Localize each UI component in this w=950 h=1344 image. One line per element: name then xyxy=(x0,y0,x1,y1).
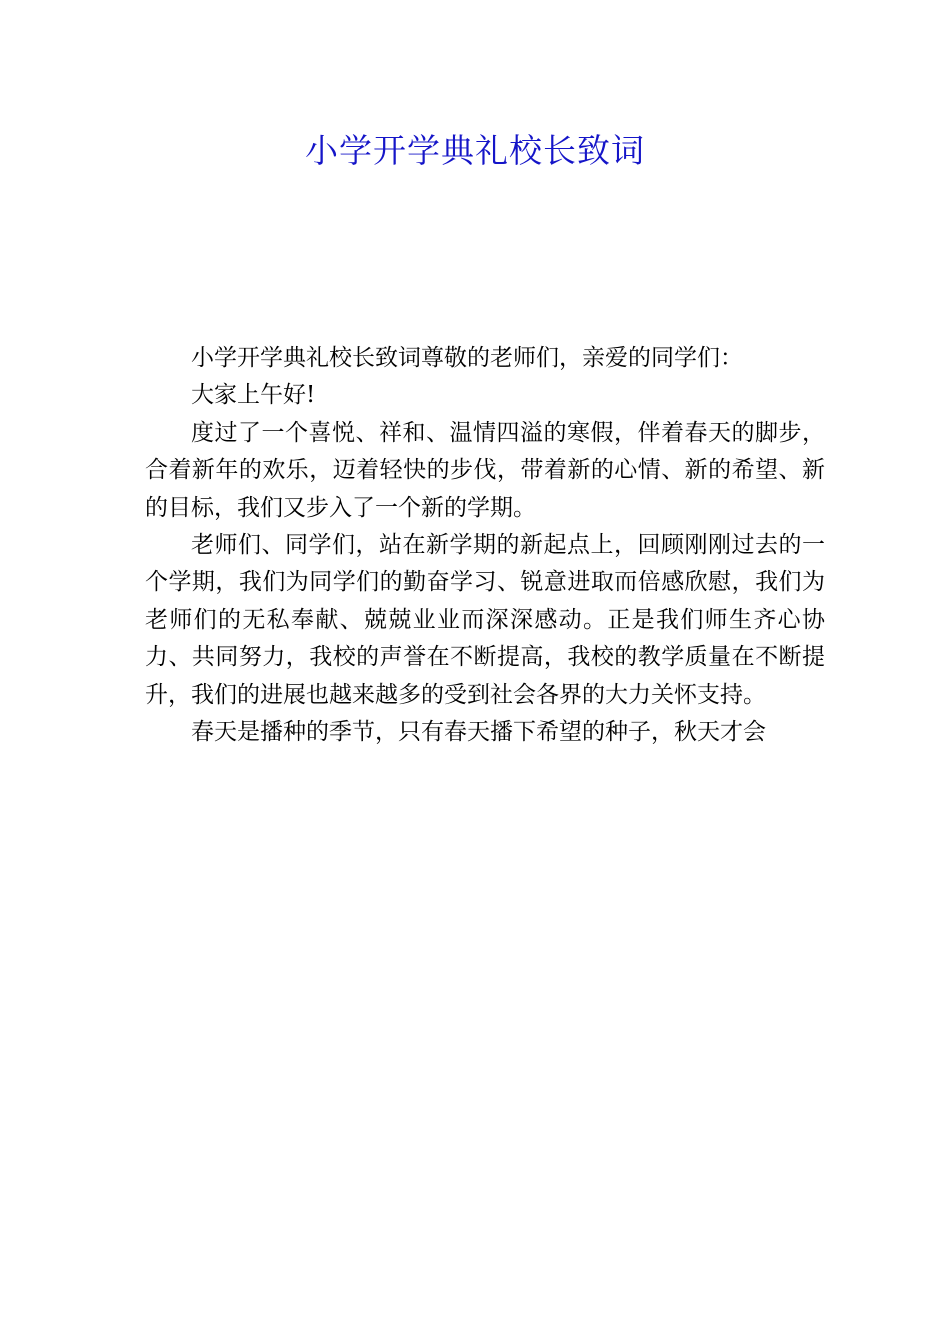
document-body xyxy=(145,340,825,751)
paragraph-greeting: 小学开学典礼校长致词尊敬的老师们，亲爱的同学们： xyxy=(191,345,743,371)
paragraph-winter-break: 度过了一个喜悦、祥和、温情四溢的寒假，伴着春天的脚步，合着新年的欢乐，迈着轻快的步伐，带着新的心情、新的希望、新的目标，我们又步入了一个新的学期。 xyxy=(145,419,825,521)
document-title: 小学开学典礼校长致词 xyxy=(305,131,645,170)
paragraph-spring: 春天是播种的季节，只有春天播下希望的种子，秋天才会 xyxy=(191,719,766,746)
paragraph-salutation: 大家上午好! xyxy=(191,382,316,409)
paragraph-review: 老师们、同学们，站在新学期的新起点上，回顾刚刚过去的一个学期，我们为同学们的勤奋学习、锐意进取而倍感欣慰，我们为老师们的无私奉献、兢兢业业而深深感动。正是我们师生齐心协力、共同努力，我校的声誉在不断提高，我校的教学质量在不断提升，我们的进展也越来越多的受到社会各界的大力关怀支持。 xyxy=(145,532,825,708)
